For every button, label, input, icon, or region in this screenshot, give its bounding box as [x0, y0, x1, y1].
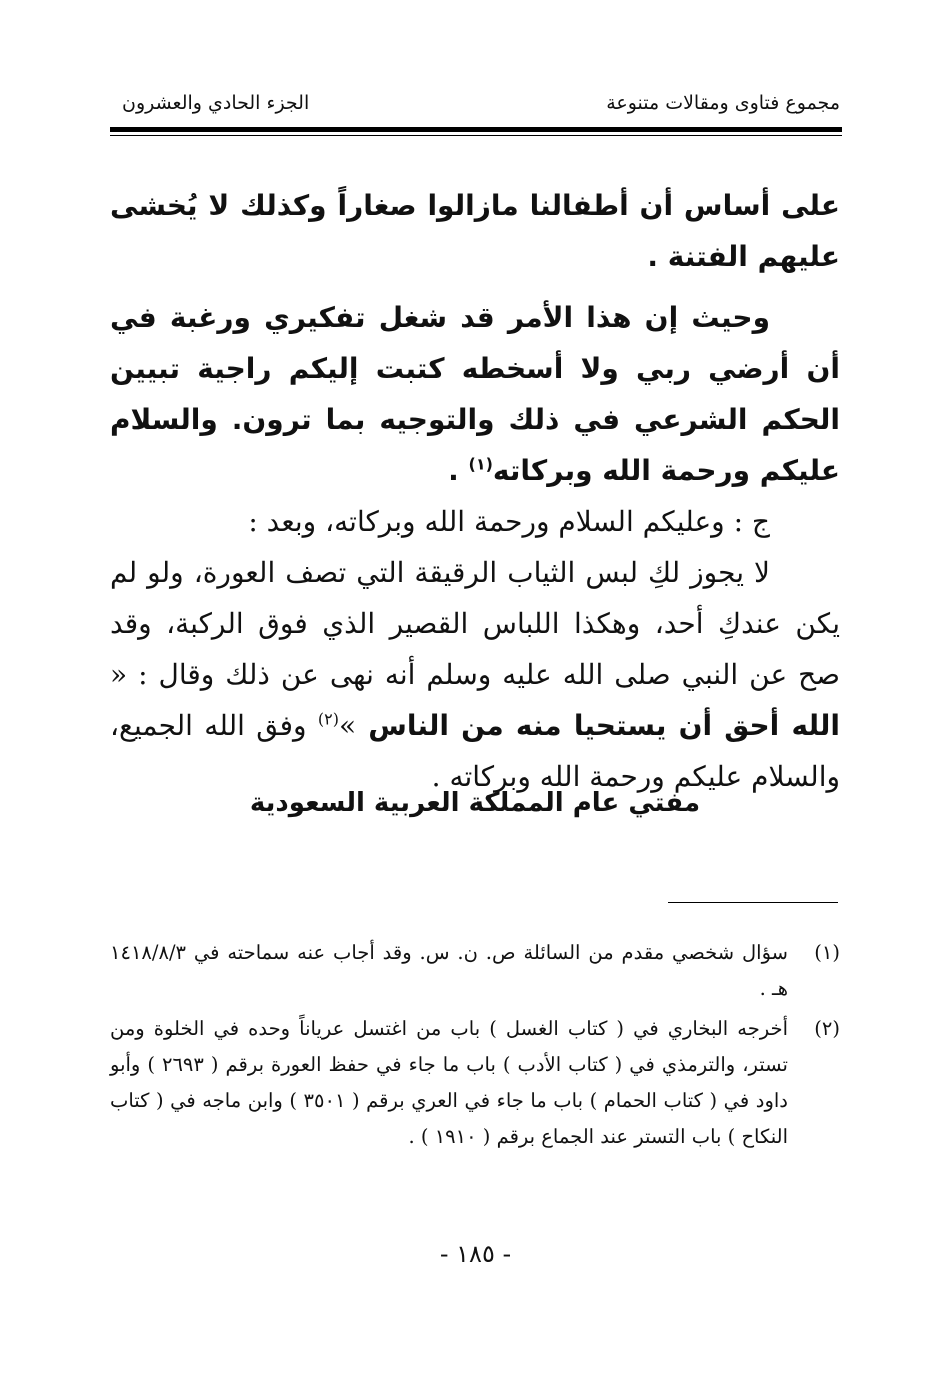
- footnote-number: (١): [814, 941, 840, 964]
- footnote-text: سؤال شخصي مقدم من السائلة ص. ن. س. وقد أجاب عنه سماحته في ١٤١٨/٨/٣ هـ .: [110, 941, 788, 1000]
- question-paragraph-2-text: وحيث إن هذا الأمر قد شغل تفكيري ورغبة في أن أرضي ربي ولا أسخطه كتبت إليكم راجية تبيين الحكم الشرعي في ذلك والتوجيه بما ترون. والسلام عليكم ورحمة الله وبركاته: [110, 301, 840, 487]
- answer-text-start: لا يجوز لكِ لبس الثياب الرقيقة التي تصف العورة، ولو لم يكن عندكِ أحد، وهكذا اللباس القصير الذي فوق الركبة، وقد صح عن النبي صلى الله عليه وسلم أنه نهى عن ذلك وقال : «: [110, 556, 840, 691]
- footnote-number: (٢): [814, 1017, 840, 1040]
- footnote-2: [110, 1011, 840, 1155]
- footnote-ref-1: (١): [468, 454, 493, 474]
- main-text: [110, 180, 840, 802]
- header-book-title: مجموع فتاوى ومقالات متنوعة: [606, 92, 840, 114]
- answer-text-end: وفق الله الجميع، والسلام عليكم ورحمة الله وبركاته .: [110, 709, 840, 793]
- signature: مفتي عام المملكة العربية السعودية: [249, 788, 701, 818]
- footnote-1: [110, 935, 840, 1007]
- footnote-separator: [668, 902, 838, 903]
- question-paragraph-2: [110, 292, 840, 496]
- hadith-close-quote: »: [338, 709, 357, 742]
- page-number: - ١٨٥ -: [439, 1240, 512, 1268]
- answer-opening: ج : وعليكم السلام ورحمة الله وبركاته، وبعد :: [248, 505, 770, 538]
- footnotes: [110, 935, 840, 1159]
- header-volume-title: الجزء الحادي والعشرون: [122, 92, 310, 114]
- footnote-text: أخرجه البخاري في ( كتاب الغسل ) باب من اغتسل عرياناً وحده في الخلوة ومن تستر، والترمذي في ( كتاب الأدب ) باب ما جاء في حفظ العورة برقم ( ٢٦٩٣ ) وأبو داود في ( كتاب الحمام ) باب ما جاء في العري برقم ( ٣٥٠١ ) وابن ماجه في ( كتاب النكاح ) باب التستر عند الجماع برقم ( ١٩١٠ ) .: [110, 1017, 788, 1148]
- question-paragraph-1: على أساس أن أطفالنا مازالوا صغاراً وكذلك لا يُخشى عليهم الفتنة .: [110, 189, 840, 273]
- question-paragraph-2-end: .: [448, 454, 469, 487]
- footnote-ref-2: (٢): [317, 709, 339, 729]
- answer-paragraph: [110, 547, 840, 802]
- hadith-quote: الله أحق أن يستحيا منه من الناس: [356, 709, 840, 742]
- header-rule-thick: [110, 127, 842, 132]
- header-rule-thin: [110, 135, 842, 136]
- running-header: [110, 92, 840, 122]
